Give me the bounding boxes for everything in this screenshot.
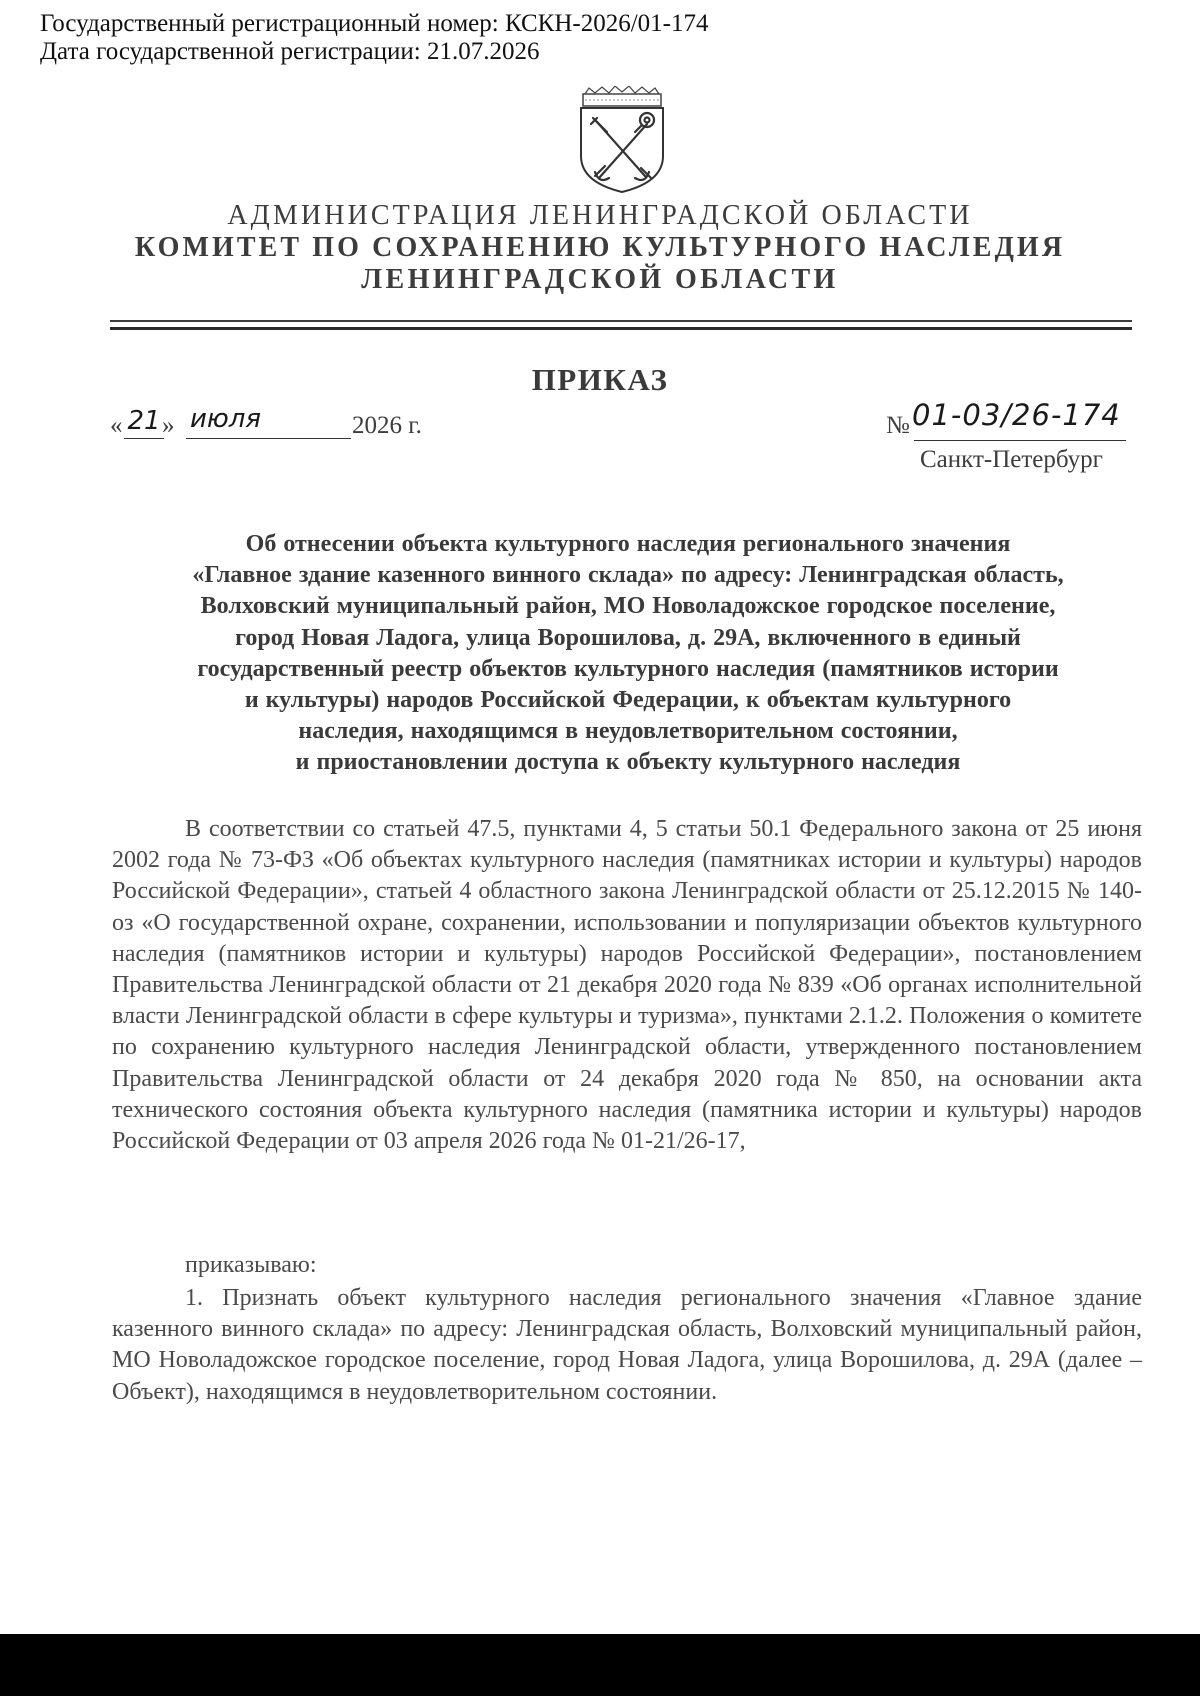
order-word: приказываю: xyxy=(185,1252,317,1278)
org-region: ЛЕНИНГРАДСКОЙ ОБЛАСТИ xyxy=(361,264,839,295)
title-line: наследия, находящимся в неудовлетворительном состоянии, xyxy=(298,718,958,745)
scan-bottom-border xyxy=(0,1634,1200,1696)
document-number-handwritten: 01-03/26-174 xyxy=(912,398,1121,432)
title-line: государственный реестр объектов культурного наследия (памятников истории xyxy=(197,655,1059,682)
registration-date: Дата государственной регистрации: 21.07.2026 xyxy=(40,38,540,65)
header-divider-thin xyxy=(110,320,1132,322)
document-city: Санкт-Петербург xyxy=(920,446,1103,473)
date-close-quote: » xyxy=(162,412,175,439)
date-year: 2026 г. xyxy=(352,412,422,439)
header-divider-thick xyxy=(110,327,1132,330)
date-day-underline xyxy=(124,438,164,439)
title-line: и приостановлении доступа к объекту культурного наследия xyxy=(295,749,961,776)
org-committee: КОМИТЕТ ПО СОХРАНЕНИЮ КУЛЬТУРНОГО НАСЛЕДИЯ xyxy=(134,232,1066,263)
title-line: город Новая Ладога, улица Ворошилова, д. 29А, включенного в единый xyxy=(235,624,1021,651)
date-day-handwritten: 21 xyxy=(127,406,161,436)
document-title xyxy=(110,529,1146,779)
date-month-handwritten: июля xyxy=(190,404,262,434)
preamble-paragraph: В соответствии со статьей 47.5, пунктами 4, 5 статьи 50.1 Федерального закона от 25 июня 2002 года № 73-ФЗ «Об объектах культурного наследия (памятниках истории и культуры) народов Российской Федерации», статьей 4 областного закона Ленинградской области от 25.12.2015 № 140-оз «О государственной охране, сохранении, использовании и популяризации объектов культурного наследия (памятников истории и культуры) народов Российской Федерации», постановлением Правительства Ленинградской области от 21 декабря 2020 года № 839 «Об органах исполнительной власти Ленинградской области в сфере культуры и туризма», пунктами 2.1.2. Положения о комитете по сохранению культурного наследия Ленинградской области, утвержденного постановлением Правительства Ленинградской области от 24 декабря 2020 года № 850, на основании акта технического состояния объекта культурного наследия (памятника истории и культуры) народов Российской Федерации от 03 апреля 2026 года № 01-21/26-17, xyxy=(112,816,1142,1155)
coat-of-arms-icon xyxy=(575,86,669,194)
title-line: Волховский муниципальный район, МО Новоладожское городское поселение, xyxy=(200,593,1056,620)
registration-header xyxy=(40,10,709,66)
title-line: Об отнесении объекта культурного наследия регионального значения xyxy=(245,531,1011,557)
title-line: «Главное здание казенного винного склада» по адресу: Ленинградская область, xyxy=(192,562,1064,589)
registration-number: Государственный регистрационный номер: КСКН-2026/01-174 xyxy=(40,10,709,37)
date-open-quote: « xyxy=(110,412,123,439)
date-month-underline xyxy=(186,438,351,439)
order-item-1: 1. Признать объект культурного наследия регионального значения «Главное здание казенного винного склада» по адресу: Ленинградская область, Волховский муниципальный район, МО Новоладожское городское поселение, город Новая Ладога, улица Ворошилова, д. 29А (далее – Объект), находящимся в неудовлетворительном состоянии. xyxy=(112,1285,1142,1405)
number-underline xyxy=(914,440,1126,441)
org-administration: АДМИНИСТРАЦИЯ ЛЕНИНГРАДСКОЙ ОБЛАСТИ xyxy=(227,200,973,231)
title-line: и культуры) народов Российской Федерации, к объектам культурного xyxy=(244,687,1012,714)
number-label: № xyxy=(886,412,910,439)
document-type: ПРИКАЗ xyxy=(531,362,669,397)
